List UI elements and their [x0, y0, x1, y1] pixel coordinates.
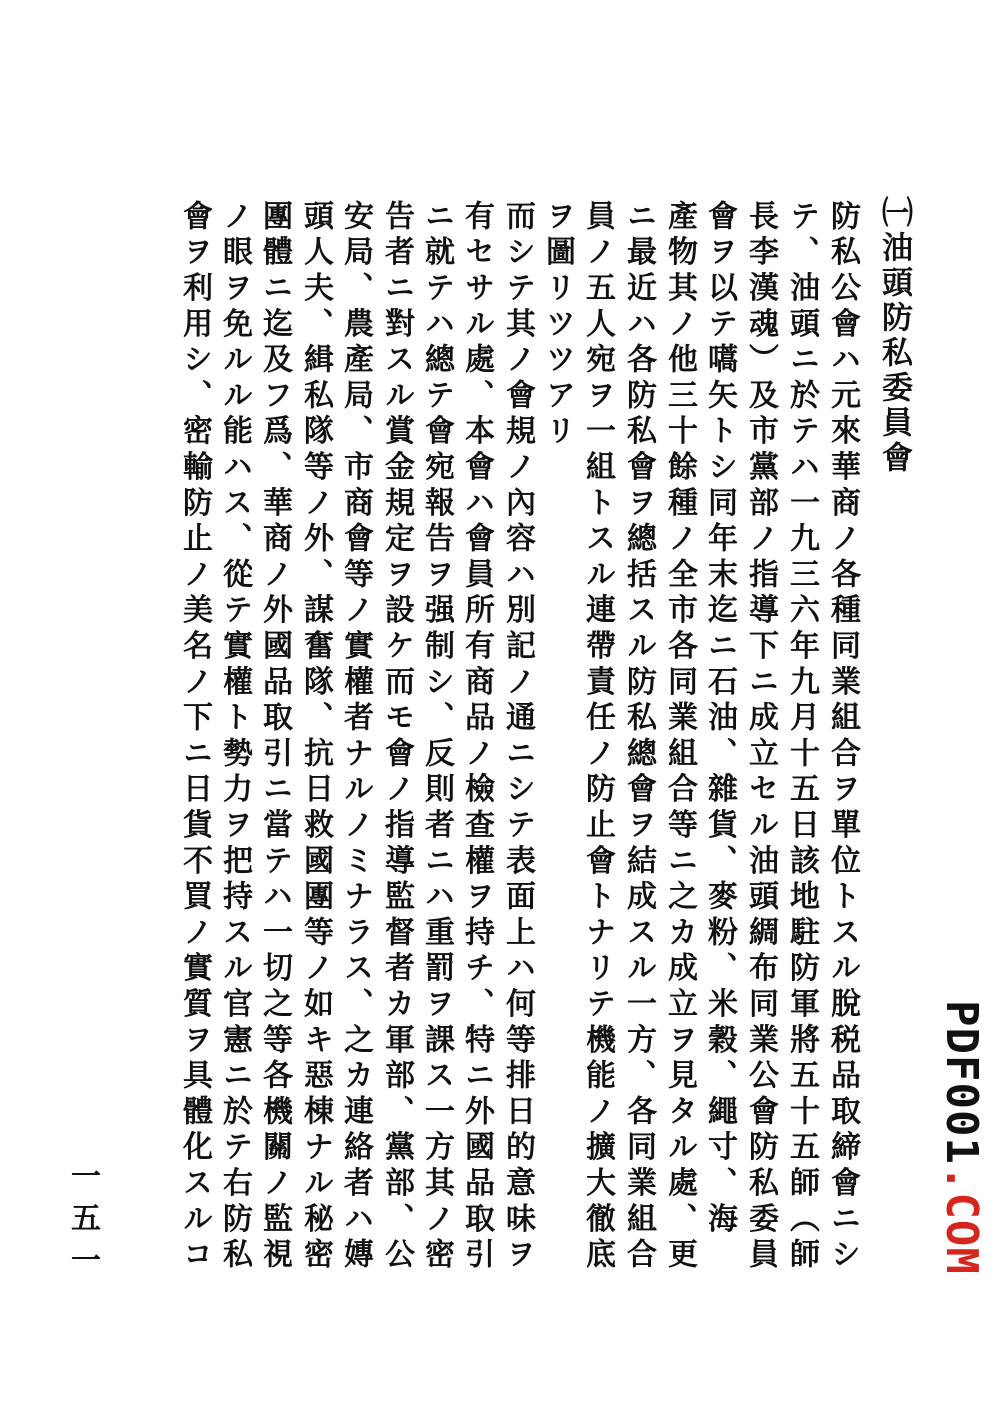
text-column: 有セサル處、本會ハ會員所有商品ノ檢查權ヲ持チ、特ニ外國品取引 [459, 200, 494, 1274]
text-column: 團體ニ迄及フ爲、華商ノ外國品取引ニ當テハ一切之等各機關ノ監視 [257, 200, 292, 1274]
text-column: 會ヲ利用シ、密輸防止ノ美名ノ下ニ日貨不買ノ實質ヲ具體化スルコ [177, 200, 212, 1274]
text-column: 告者ニ對スル賞金規定ヲ設ケ而モ會ノ指導監督者カ軍部、黨部、公 [379, 200, 414, 1274]
watermark-main: PDF001 [936, 1000, 987, 1165]
text-column: 長李漢魂）及市黨部ノ指導下ニ成立セル油頭綢布同業公會防私委員 [743, 200, 778, 1274]
text-column: ニ就テハ總テ會宛報告ヲ强制シ、反則者ニハ重罰ヲ課ス一方其ノ密 [419, 200, 454, 1274]
section-heading: ㈠油頭防私委員會 [876, 196, 912, 476]
text-column: ヲ圖リツツアリ [540, 200, 575, 451]
text-column: 會ヲ以テ嚆矢トシ同年末迄ニ石油、雜貨、麥粉、米穀、繩寸、海 [702, 200, 737, 1239]
page-number: 一五一 [65, 1160, 100, 1286]
watermark [936, 1000, 987, 1275]
text-column: 而シテ其ノ會規ノ內容ハ別記ノ通ニシテ表面上ハ何等排日的意味ヲ [500, 200, 535, 1274]
text-column: テ、油頭ニ於テハ一九三六年九月十五日該地駐防軍將五十五師（師 [784, 200, 819, 1274]
watermark-accent: .COM [936, 1164, 987, 1275]
text-column: 防私公會ハ元來華商ノ各種同業組合ヲ單位トスル脫税品取締會ニシ [825, 200, 860, 1274]
text-column: ニ最近ハ各防私會ヲ總括スル防私總會ヲ結成スル一方、各同業組合 [621, 200, 656, 1274]
text-column: 安局、農產局、市商會等ノ實權者ナルノミナラス、之カ連絡者ハ嫥 [338, 200, 373, 1274]
text-column: ノ眼ヲ免ルル能ハス、從テ實權ト勢力ヲ把持スル官憲ニ於テ右防私 [217, 200, 252, 1274]
text-column: 頭人夫、緝私隊等ノ外、謀奮隊、抗日救國團等ノ如キ惡棟ナル秘密 [298, 200, 333, 1274]
text-column: 員ノ五人宛ヲ一組トスル連帶責任ノ防止會トナリテ機能ノ擴大徹底 [580, 200, 615, 1274]
text-column: 產物其ノ他三十餘種ノ全市各同業組合等ニ之カ成立ヲ見タル處、更 [662, 200, 697, 1274]
